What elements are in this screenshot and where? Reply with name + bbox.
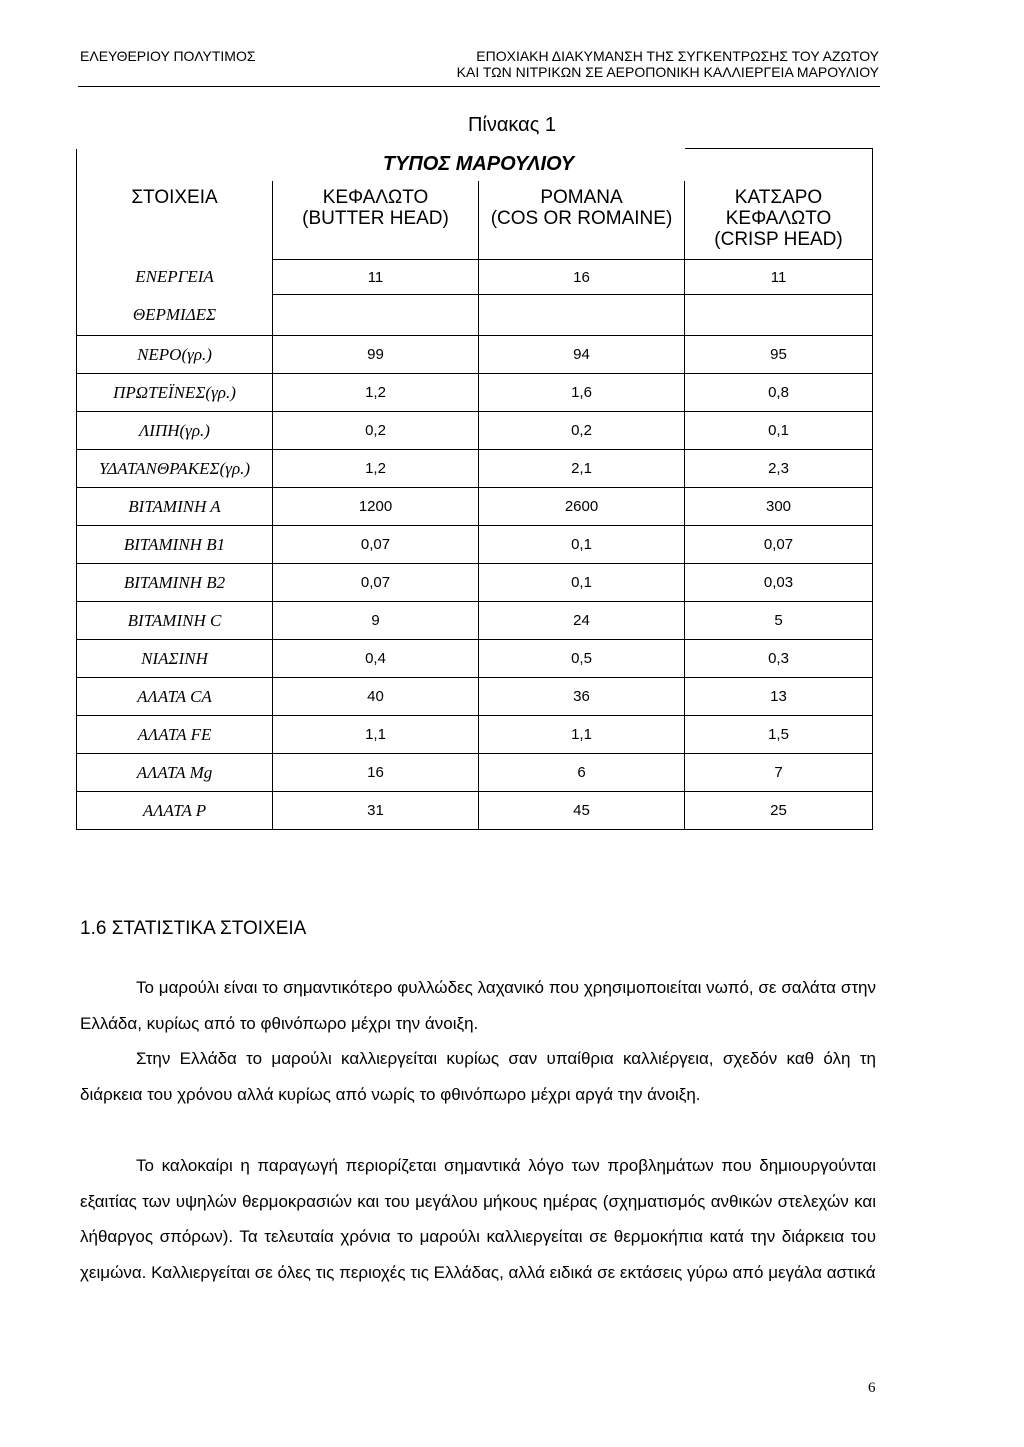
row-value: 1,2: [273, 450, 479, 488]
table-row: [77, 754, 873, 792]
row-value: 45: [479, 792, 685, 830]
row-value: 6: [479, 754, 685, 792]
row-value: 95: [685, 336, 873, 374]
table-row: [77, 602, 873, 640]
column-header-elements: ΣΤΟΙΧΕΙΑ: [131, 187, 218, 208]
row-value: 1,2: [273, 374, 479, 412]
row-value: 24: [479, 602, 685, 640]
column-header-crisp-head: [685, 181, 873, 260]
row-value: 2,3: [685, 450, 873, 488]
row-value: 0,2: [479, 412, 685, 450]
table-row: [77, 488, 873, 526]
row-value: 0,03: [685, 564, 873, 602]
row-value: 0,07: [273, 564, 479, 602]
row-value: 13: [685, 678, 873, 716]
row-label: ΠΡΩΤΕΪΝΕΣ(γρ.): [77, 374, 273, 412]
row-value: 0,1: [479, 526, 685, 564]
row-value: 5: [685, 602, 873, 640]
page-number: 6: [868, 1380, 876, 1396]
row-label: ΑΛΑΤΑ CA: [77, 678, 273, 716]
table-row: [77, 450, 873, 488]
row-value: 0,4: [273, 640, 479, 678]
row-value: 31: [273, 792, 479, 830]
row-value: 1,1: [273, 716, 479, 754]
row-label: ΒΙΤΑΜΙΝΗ Α: [77, 488, 273, 526]
row-value: 99: [273, 336, 479, 374]
row-label: ΒΙΤΑΜΙΝΗ Β2: [77, 564, 273, 602]
paragraph-2-text: Στην Ελλάδα το μαρούλι καλλιεργείται κυρίως σαν υπαίθρια καλλιέργεια, σχεδόν καθ όλη τη διάρκεια του χρόνου αλλά κυρίως από νωρίς το φθινόπωρο μέχρι αργά την άνοιξη.: [80, 1049, 876, 1104]
row-label: ΥΔΑΤΑΝΘΡΑΚΕΣ(γρ.): [77, 450, 273, 488]
table-header-row: [77, 181, 873, 260]
energy-unit-row: [77, 295, 873, 336]
row-label: ΛΙΠΗ(γρ.): [77, 412, 273, 450]
table-row: [77, 716, 873, 754]
header-rule: [78, 86, 880, 87]
nutrition-table: [76, 148, 873, 830]
table-row: [77, 678, 873, 716]
section-title: 1.6 ΣΤΑΤΙΣΤΙΚΑ ΣΤΟΙΧΕΙΑ: [80, 918, 307, 939]
row-value: 1,1: [479, 716, 685, 754]
row-value: 0,07: [273, 526, 479, 564]
column-header-line: (BUTTER HEAD): [302, 208, 449, 229]
row-value: 0,07: [685, 526, 873, 564]
paragraph-3-text: Το καλοκαίρι η παραγωγή περιορίζεται σημαντικά λόγο των προβλημάτων που δημιουργούνται εξαιτίας των υψηλών θερμοκρασιών και του μεγάλου μήκους ημέρας (σχηματισμός ανθικών στελεχών και λήθαργος σπόρων). Τα τελευταία χρόνια το μαρούλι καλλιεργείται σε θερμοκήπια κατά την διάρκεια του χειμώνα. Καλλιεργείται σε όλες τις περιοχές τις Ελλάδας, αλλά ειδικά σε εκτάσεις γύρω από μεγάλα αστικά: [80, 1156, 876, 1282]
row-value: 1200: [273, 488, 479, 526]
row-value: 36: [479, 678, 685, 716]
row-value: 7: [685, 754, 873, 792]
column-header-line: (COS OR ROMAINE): [490, 208, 673, 229]
row-value: 40: [273, 678, 479, 716]
table-caption: Πίνακας 1: [467, 114, 557, 136]
row-value: 2600: [479, 488, 685, 526]
column-header-line: ΚΑΤΣΑΡΟ: [734, 187, 823, 208]
table-type-row: [77, 149, 873, 182]
paragraph-1: [80, 970, 876, 1041]
row-value: 0,1: [685, 412, 873, 450]
table-row: [77, 412, 873, 450]
row-value: 0,3: [685, 640, 873, 678]
paragraph-3: [80, 1148, 876, 1290]
row-label: ΑΛΑΤΑ FE: [77, 716, 273, 754]
column-header-line: ΚΕΦΑΛΩΤΟ: [322, 187, 429, 208]
column-header-line: (CRISP HEAD): [714, 229, 843, 250]
row-value: 25: [685, 792, 873, 830]
row-value: 9: [273, 602, 479, 640]
row-label: ΒΙΤΑΜΙΝΗ C: [77, 602, 273, 640]
header-title: [457, 48, 879, 80]
column-header-butter-head: [273, 181, 479, 260]
row-label: ΝΕΡΟ(γρ.): [77, 336, 273, 374]
header-author: ΕΛΕΥΘΕΡΙΟΥ ΠΟΛΥΤΙΜΟΣ: [80, 48, 256, 64]
column-header-line: ΚΕΦΑΛΩΤΟ: [725, 208, 832, 229]
row-label: ΒΙΤΑΜΙΝΗ Β1: [77, 526, 273, 564]
row-value: 300: [685, 488, 873, 526]
table-row: [77, 640, 873, 678]
energy-row: [77, 260, 873, 295]
header-title-line1: ΕΠΟΧΙΑΚΗ ΔΙΑΚΥΜΑΝΣΗ ΤΗΣ ΣΥΓΚΕΝΤΡΩΣΗΣ ΤΟΥ ΑΖΩΤΟΥ: [476, 48, 879, 64]
paragraph-2: [80, 1041, 876, 1112]
table-row: [77, 374, 873, 412]
row-value: 0,8: [685, 374, 873, 412]
table-type-title: ΤΥΠΟΣ ΜΑΡΟΥΛΙΟΥ: [382, 153, 575, 176]
row-value: 94: [479, 336, 685, 374]
row-value: 0,1: [479, 564, 685, 602]
energy-crisp-head: 11: [685, 260, 873, 295]
column-header-romaine: [479, 181, 685, 260]
row-value: 0,5: [479, 640, 685, 678]
row-value: 1,6: [479, 374, 685, 412]
row-label: ΝΙΑΣΙΝΗ: [77, 640, 273, 678]
table-row: [77, 336, 873, 374]
table-row: [77, 792, 873, 830]
row-value: 2,1: [479, 450, 685, 488]
paragraph-1-text: Το μαρούλι είναι το σημαντικότερο φυλλώδες λαχανικό που χρησιμοποιείται νωπό, σε σαλάτα στην Ελλάδα, κυρίως από το φθινόπωρο μέχρι την άνοιξη.: [80, 978, 876, 1033]
energy-butter-head: 11: [273, 260, 479, 295]
row-label: ΑΛΑΤΑ Ρ: [77, 792, 273, 830]
row-value: 16: [273, 754, 479, 792]
row-label: ΑΛΑΤΑ Mg: [77, 754, 273, 792]
column-header-line: ΡΟΜΑΝΑ: [540, 187, 623, 208]
header-title-line2: ΚΑΙ ΤΩΝ ΝΙΤΡΙΚΩΝ ΣΕ ΑΕΡΟΠΟΝΙΚΗ ΚΑΛΛΙΕΡΓΕΙΑ ΜΑΡΟΥΛΙΟΥ: [456, 64, 879, 80]
row-label-energy: ΕΝΕΡΓΕΙΑ: [77, 260, 273, 295]
table-row: [77, 526, 873, 564]
row-value: 1,5: [685, 716, 873, 754]
energy-romaine: 16: [479, 260, 685, 295]
row-label-calories: ΘΕΡΜΙΔΕΣ: [77, 295, 273, 336]
table-row: [77, 564, 873, 602]
row-value: 0,2: [273, 412, 479, 450]
